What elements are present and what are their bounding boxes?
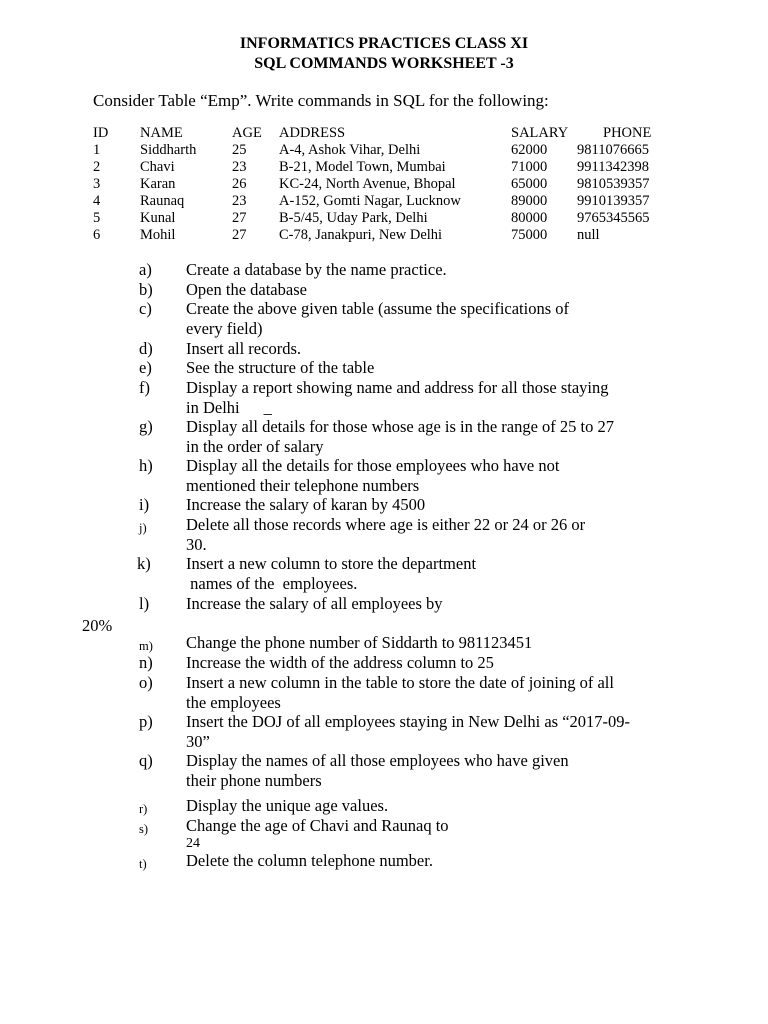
cell-age: 26 [232, 176, 247, 192]
cell-address: A-4, Ashok Vihar, Delhi [279, 142, 421, 158]
question-line-1: Insert a new column to store the department [186, 554, 477, 573]
question-tail-text: 20% [82, 616, 113, 635]
cell-salary: 80000 [511, 210, 548, 226]
question-text [186, 456, 559, 496]
question-line-2: in the order of salary [186, 437, 324, 456]
question-text: Display the unique age values. [186, 796, 389, 815]
question-line-1: Display all details for those whose age is in the range of 25 to 27 [186, 417, 614, 436]
cell-address: B-5/45, Uday Park, Delhi [279, 210, 428, 226]
question-label: p) [139, 712, 153, 731]
cell-id: 5 [93, 210, 101, 226]
cell-name: Karan [140, 176, 176, 192]
cell-address: C-78, Janakpuri, New Delhi [279, 227, 443, 243]
question-text: Open the database [186, 280, 307, 299]
question-line-1: Insert the DOJ of all employees staying in New Delhi as “2017-09- [186, 712, 631, 731]
question-label: q) [139, 751, 153, 770]
question-text [186, 378, 608, 418]
question-line-1: Display a report showing name and address for all those staying [186, 378, 609, 397]
column-header-address: ADDRESS [279, 125, 346, 141]
cell-age: 27 [232, 210, 247, 226]
cell-name: Chavi [140, 159, 175, 175]
question-label: o) [139, 673, 153, 692]
cell-id: 1 [93, 142, 101, 158]
cell-name: Kunal [140, 210, 176, 226]
cell-age: 23 [232, 193, 247, 209]
question-line-2: every field) [186, 319, 263, 338]
question-text: Insert all records. [186, 339, 301, 358]
question-label: f) [139, 378, 150, 397]
question-label: n) [139, 653, 153, 672]
column-header-age: AGE [232, 125, 262, 141]
worksheet-title: INFORMATICS PRACTICES CLASS XI [239, 35, 529, 52]
question-text [186, 515, 585, 555]
cell-id: 6 [93, 227, 101, 243]
question-line-2-text: in Delhi [186, 398, 240, 417]
cell-phone: 9765345565 [577, 210, 650, 226]
question-label: b) [139, 280, 153, 299]
question-text [186, 712, 630, 752]
cell-name: Mohil [140, 227, 176, 243]
question-line-1: Insert a new column in the table to store the date of joining of all [186, 673, 614, 692]
cell-name: Raunaq [140, 193, 185, 209]
cell-phone: 9811076665 [577, 142, 649, 158]
question-line-2 [186, 398, 608, 418]
question-line-1: Delete all those records where age is either 22 or 24 or 26 or [186, 515, 586, 534]
cell-salary: 75000 [511, 227, 548, 243]
question-line-1: Display the names of all those employees who have given [186, 751, 569, 770]
column-header-phone: PHONE [603, 125, 652, 141]
question-label: i) [139, 495, 150, 514]
question-line-1: Create the above given table (assume the specifications of [186, 299, 570, 318]
cell-id: 2 [93, 159, 101, 175]
cell-salary: 65000 [511, 176, 548, 192]
cell-salary: 89000 [511, 193, 548, 209]
question-line-2: mentioned their telephone numbers [186, 476, 420, 495]
question-text: Increase the width of the address column to 25 [186, 653, 494, 672]
question-label: m) [139, 639, 153, 653]
cell-age: 27 [232, 227, 247, 243]
cell-address: A-152, Gomti Nagar, Lucknow [279, 193, 461, 209]
question-label: h) [139, 456, 153, 475]
question-label: j) [139, 521, 147, 535]
question-label: l) [139, 594, 150, 613]
cell-phone: 9910139357 [577, 193, 650, 209]
question-text: Change the phone number of Siddarth to 981123451 [186, 633, 533, 652]
cell-phone: 9810539357 [577, 176, 650, 192]
cell-phone: 9911342398 [577, 159, 649, 175]
question-line-2: the employees [186, 693, 281, 712]
question-label: r) [139, 802, 148, 816]
cell-id: 4 [93, 193, 101, 209]
cell-id: 3 [93, 176, 101, 192]
question-text: Increase the salary of karan by 4500 [186, 495, 426, 514]
question-label: g) [139, 417, 153, 436]
question-text [186, 554, 476, 594]
question-text: Increase the salary of all employees by [186, 594, 443, 613]
question-line-2: names of the employees. [186, 574, 358, 593]
question-label: e) [139, 358, 152, 377]
cell-age: 23 [232, 159, 247, 175]
question-label: k) [137, 554, 151, 573]
question-text [186, 673, 614, 713]
question-line-1: Display all the details for those employees who have not [186, 456, 560, 475]
question-line-1: Change the age of Chavi and Raunaq to [186, 816, 449, 835]
cell-phone: null [577, 227, 600, 243]
question-label: d) [139, 339, 153, 358]
cell-address: B-21, Model Town, Mumbai [279, 159, 446, 175]
cell-address: KC-24, North Avenue, Bhopal [279, 176, 456, 192]
column-header-name: NAME [140, 125, 183, 141]
cell-salary: 62000 [511, 142, 548, 158]
question-text [186, 816, 449, 852]
question-text [186, 299, 569, 339]
question-label: t) [139, 857, 147, 871]
question-text [186, 751, 569, 791]
question-text: Create a database by the name practice. [186, 260, 447, 279]
question-label: a) [139, 260, 152, 279]
question-line-2: 24 [186, 836, 200, 851]
blank-mark: _ [263, 398, 272, 417]
intro-text: Consider Table “Emp”. Write commands in SQL for the following: [93, 91, 549, 110]
column-header-id: ID [93, 125, 109, 141]
question-label: c) [139, 299, 152, 318]
question-text: See the structure of the table [186, 358, 375, 377]
column-header-salary: SALARY [511, 125, 569, 141]
question-line-2: 30” [186, 732, 210, 751]
question-line-2: their phone numbers [186, 771, 322, 790]
cell-name: Siddharth [140, 142, 197, 158]
question-label: s) [139, 822, 149, 836]
question-line-2: 30. [186, 535, 207, 554]
question-text [186, 417, 614, 457]
cell-salary: 71000 [511, 159, 548, 175]
question-text: Delete the column telephone number. [186, 851, 433, 870]
cell-age: 25 [232, 142, 247, 158]
worksheet-subtitle: SQL COMMANDS WORKSHEET -3 [254, 55, 514, 72]
